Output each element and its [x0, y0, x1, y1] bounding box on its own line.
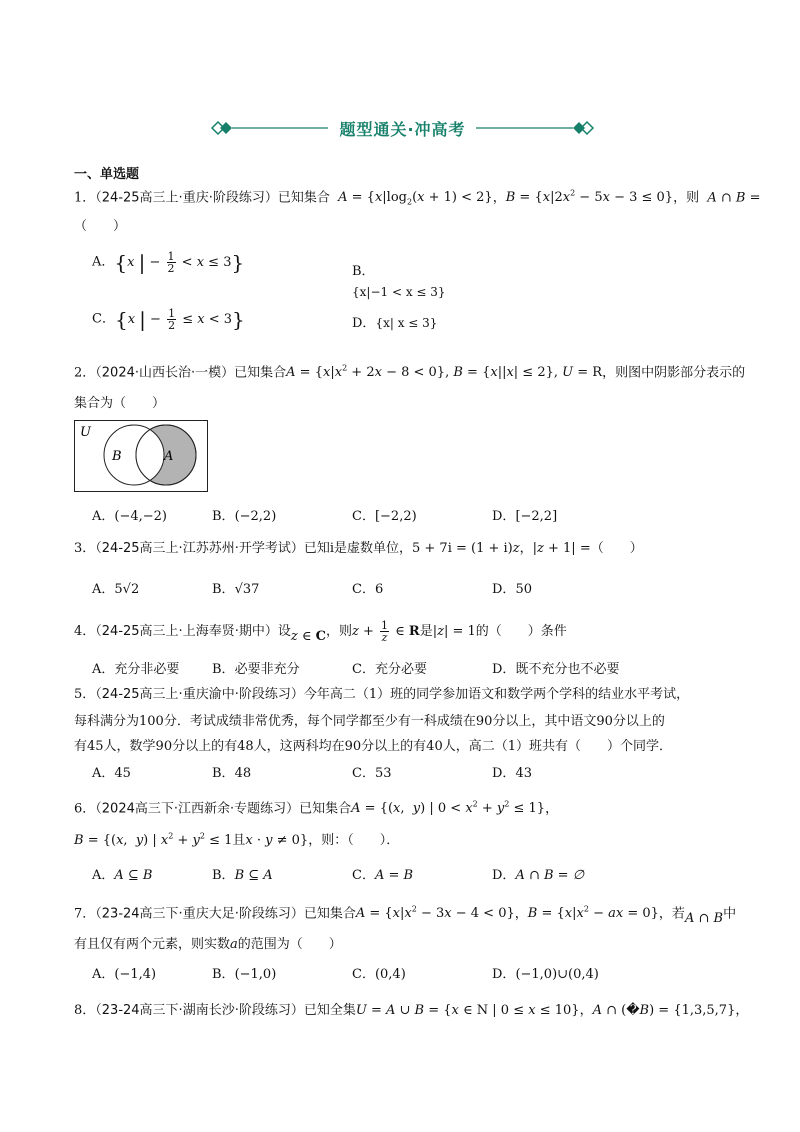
- option-math: {x | − $\frac{1}{2}$ < x ≤ 3}: [114, 249, 245, 275]
- option-label: C．: [352, 967, 375, 982]
- option-math: {x | − $\frac{1}{2}$ ≤ x < 3}: [114, 306, 245, 332]
- option-text: (−4,−2): [114, 509, 167, 524]
- option-label: B．: [212, 582, 235, 597]
- option-label: A．: [92, 582, 115, 597]
- math-expr: z ∈ C: [290, 629, 326, 644]
- q5-option-c[interactable]: [352, 762, 392, 781]
- math-expr: z + $\frac{1}{z}$ ∈ R: [351, 619, 420, 644]
- math-equation: 5 + 7i = (1 + i)z: [412, 541, 520, 556]
- option-label: B．: [352, 264, 375, 279]
- question-4: [74, 620, 567, 643]
- option-label: D．: [492, 582, 516, 597]
- math-expr: A ∩ B =: [707, 190, 761, 206]
- question-3: [74, 540, 643, 558]
- question-8: [74, 1002, 748, 1020]
- math-set-a: $A = \{x|x^2 - 3x - 4 < 0\}$: [355, 905, 515, 922]
- banner: [210, 116, 595, 140]
- question-text: 已知全集: [303, 1003, 356, 1018]
- option-text: 充分必要: [374, 662, 427, 677]
- q7-option-d[interactable]: [492, 963, 599, 982]
- math-set-a: $A = \{x|\log_2(x + 1) < 2\}$: [338, 190, 493, 207]
- question-text: ，: [519, 541, 533, 556]
- option-text: 45: [114, 766, 131, 781]
- option-label: B．: [212, 766, 235, 781]
- option-text: 50: [515, 582, 532, 597]
- question-text: ，: [545, 801, 559, 817]
- question-source: （24-25高三上·江苏苏州·开学考试）: [95, 541, 304, 556]
- option-text: 既不充分也不必要: [515, 662, 620, 677]
- question-text: 已知集合: [303, 906, 356, 922]
- option-label: D．: [352, 316, 376, 331]
- question-number: 7．: [74, 906, 96, 922]
- question-number: 2．: [74, 365, 96, 381]
- option-text: 43: [515, 766, 532, 781]
- q6-option-b[interactable]: [212, 864, 273, 883]
- q3-option-a[interactable]: [92, 578, 139, 597]
- question-text: 的（ ）条件: [475, 624, 567, 639]
- option-label: D．: [492, 662, 516, 677]
- option-label: C．: [92, 311, 115, 327]
- option-text: {x|−1 < x ≤ 3}: [352, 285, 446, 299]
- option-label: A．: [92, 509, 115, 524]
- math-set-a: A = {(x, y) | $0 < x^2 + y^2 \le 1$}: [351, 800, 546, 817]
- option-label: B．: [212, 868, 235, 883]
- question-7: [74, 901, 737, 927]
- option-label: D．: [492, 868, 516, 883]
- q3-option-b[interactable]: [212, 578, 259, 597]
- label-u: U: [80, 425, 91, 440]
- q3-option-d[interactable]: [492, 578, 532, 597]
- q4-option-d[interactable]: [492, 658, 619, 677]
- question-text: 已知集合: [234, 365, 287, 381]
- question-text: ，则图中阴影部分表示的: [602, 365, 746, 381]
- question-1-paren: （ ）: [74, 219, 127, 234]
- option-label: B．: [212, 967, 235, 982]
- option-text: A = B: [374, 868, 414, 883]
- q1-option-a[interactable]: [92, 250, 244, 274]
- question-text: 则：（ ）．: [321, 833, 400, 848]
- q3-option-c[interactable]: [352, 578, 383, 597]
- q7-option-b[interactable]: [212, 963, 276, 982]
- option-text: B ⊆ A: [234, 868, 273, 883]
- option-label: C．: [352, 509, 375, 524]
- option-label: A．: [92, 662, 115, 677]
- q6-option-c[interactable]: [352, 864, 413, 883]
- question-text: ，若: [658, 906, 685, 922]
- option-label: C．: [352, 582, 375, 597]
- q7-option-a[interactable]: [92, 963, 156, 982]
- question-number: 6．: [74, 801, 96, 817]
- math-expr: |z| = 1: [432, 624, 476, 639]
- q5-option-d[interactable]: [492, 762, 532, 781]
- question-source: （24-25高三上·重庆·阶段练习）: [95, 190, 278, 206]
- option-label: D．: [492, 509, 516, 524]
- question-source: （2024高三下·江西新余·专题练习）: [95, 801, 300, 817]
- q4-option-c[interactable]: [352, 658, 427, 677]
- section-title: 一、单选题: [74, 167, 140, 182]
- question-text: 的范围为（ ）: [237, 937, 342, 952]
- question-number: 1．: [74, 190, 96, 206]
- option-text: 6: [374, 582, 384, 597]
- option-text: [−2,2): [374, 509, 417, 524]
- question-text: 已知集合: [299, 801, 352, 817]
- question-number: 4．: [74, 624, 96, 639]
- option-text: (0,4): [374, 967, 406, 982]
- question-number: 5．: [74, 687, 96, 702]
- math-set-b: $B = \{x|2x^2 - 5x - 3 \le 0\}$: [505, 189, 674, 206]
- option-text: 48: [234, 766, 252, 781]
- question-text: 是: [419, 624, 433, 639]
- question-source: （24-25高三上·上海奉贤·期中）: [95, 624, 278, 639]
- math-set-b: B = {(x, y) | $x^2 + y^2 \le 1$且x · y ≠ 0}: [74, 831, 309, 848]
- q6-option-a[interactable]: [92, 864, 153, 883]
- option-label: B．: [212, 509, 235, 524]
- option-text: (−1,0): [234, 967, 277, 982]
- q1-option-b[interactable]: [352, 260, 446, 299]
- q1-option-c[interactable]: [92, 307, 245, 331]
- math-sets: $A = \{x|x^2 + 2x - 8 < 0\}$, B = {x||x| ≤ 2}, U = R: [286, 364, 603, 381]
- option-label: D．: [492, 766, 516, 781]
- question-source: （23-24高三下·重庆大足·阶段练习）: [95, 906, 304, 922]
- question-text: 已知i是虚数单位，: [303, 541, 412, 556]
- q4-option-a[interactable]: [92, 658, 179, 677]
- math-expr: |z + 1| =: [532, 541, 591, 556]
- option-label: C．: [352, 766, 375, 781]
- option-label: C．: [352, 868, 375, 883]
- q2-option-c[interactable]: [352, 505, 417, 524]
- q2-option-b[interactable]: [212, 505, 276, 524]
- option-text: (−2,2): [234, 509, 277, 524]
- q4-option-b[interactable]: [212, 658, 300, 677]
- label-a: A: [164, 449, 174, 464]
- math-expr: A ∩ (�B) = {1,3,5,7}: [592, 1003, 736, 1018]
- q5-option-b[interactable]: [212, 762, 251, 781]
- q6-option-d[interactable]: [492, 864, 584, 883]
- question-text: （ ）: [590, 541, 643, 556]
- question-2: [74, 360, 745, 382]
- option-text: {x| x ≤ 3}: [375, 316, 438, 330]
- q1-option-d[interactable]: [352, 312, 437, 331]
- option-label: D．: [492, 967, 516, 982]
- question-2-cont: 集合为（ ）: [74, 396, 166, 411]
- question-text: ，则: [673, 190, 700, 206]
- option-text: (−1,0)∪(0,4): [515, 967, 599, 982]
- question-text: 已知集合: [277, 190, 330, 206]
- question-5: [74, 686, 689, 704]
- question-number: 3．: [74, 541, 96, 556]
- option-label: A．: [92, 254, 115, 270]
- option-text: A ⊆ B: [114, 868, 153, 883]
- question-5-line3: 有45人，数学90分以上的有48人，这两科均在90分以上的有40人，高二（1）班共有（ ）个同学．: [74, 739, 672, 754]
- option-label: C．: [352, 662, 375, 677]
- math-universal-set: U = A ∪ B = {x ∈ N | 0 ≤ x ≤ 10}: [355, 1003, 580, 1018]
- option-text: 必要非充分: [234, 662, 300, 677]
- question-7-cont: [74, 933, 342, 952]
- option-label: A．: [92, 967, 115, 982]
- question-text: ，: [514, 906, 528, 922]
- question-text: ，: [735, 1003, 749, 1018]
- label-b: B: [112, 449, 122, 464]
- math-set-b: $B = \{x|x^2$ − ax = 0}: [527, 905, 659, 922]
- question-source: （23-24高三下·湖南长沙·阶段练习）: [95, 1003, 304, 1018]
- venn-diagram: [74, 420, 208, 492]
- option-label: A．: [92, 766, 115, 781]
- question-source: （2024·山西长治·一模）: [95, 365, 235, 381]
- q5-option-a[interactable]: [92, 762, 131, 781]
- banner-title: 题型通关·冲高考: [339, 120, 466, 139]
- option-label: B．: [212, 662, 235, 677]
- option-label: A．: [92, 868, 115, 883]
- question-6: [74, 796, 558, 818]
- question-6-cont: B = {(x, y) | $x^2 + y^2 \le 1$且x · y ≠ 0}，则：（ ）．: [74, 831, 400, 848]
- question-text: ，: [579, 1003, 593, 1018]
- math-var-a: a: [230, 937, 238, 952]
- question-text: 中: [723, 906, 737, 922]
- q7-option-c[interactable]: [352, 963, 406, 982]
- question-text: 有且仅有两个元素，则实数: [74, 937, 231, 952]
- q2-option-d[interactable]: [492, 505, 557, 524]
- option-text: 53: [374, 766, 392, 781]
- option-math: √37: [234, 582, 260, 597]
- question-source: （24-25高三上·重庆渝中·阶段练习）: [95, 687, 304, 702]
- math-expr: A ∩ B: [684, 911, 724, 927]
- question-1: 1．（24-25高三上·重庆·阶段练习）已知集合 $A = \{x|\log_2(x + 1) < 2\}$，$B = \{x|2x^2 - 5x - 3 \le 0\}$，则 A ∩ B =: [74, 189, 761, 207]
- option-text: A ∩ B = ∅: [515, 868, 585, 883]
- question-text: 设: [277, 624, 291, 639]
- question-text: ，则: [325, 624, 352, 639]
- question-5-line2: 每科满分为100分．考试成绩非常优秀，每个同学都至少有一科成绩在90分以上，其中语文90分以上的: [74, 714, 665, 729]
- q2-option-a[interactable]: [92, 505, 167, 524]
- option-text: 充分非必要: [114, 662, 180, 677]
- option-text: [−2,2]: [515, 509, 558, 524]
- question-number: 8．: [74, 1003, 96, 1018]
- option-math: 5√2: [114, 582, 140, 597]
- option-text: (−1,4): [114, 967, 157, 982]
- question-text: 今年高二（1）班的同学参加语文和数学两个学科的结业水平考试，: [303, 687, 690, 702]
